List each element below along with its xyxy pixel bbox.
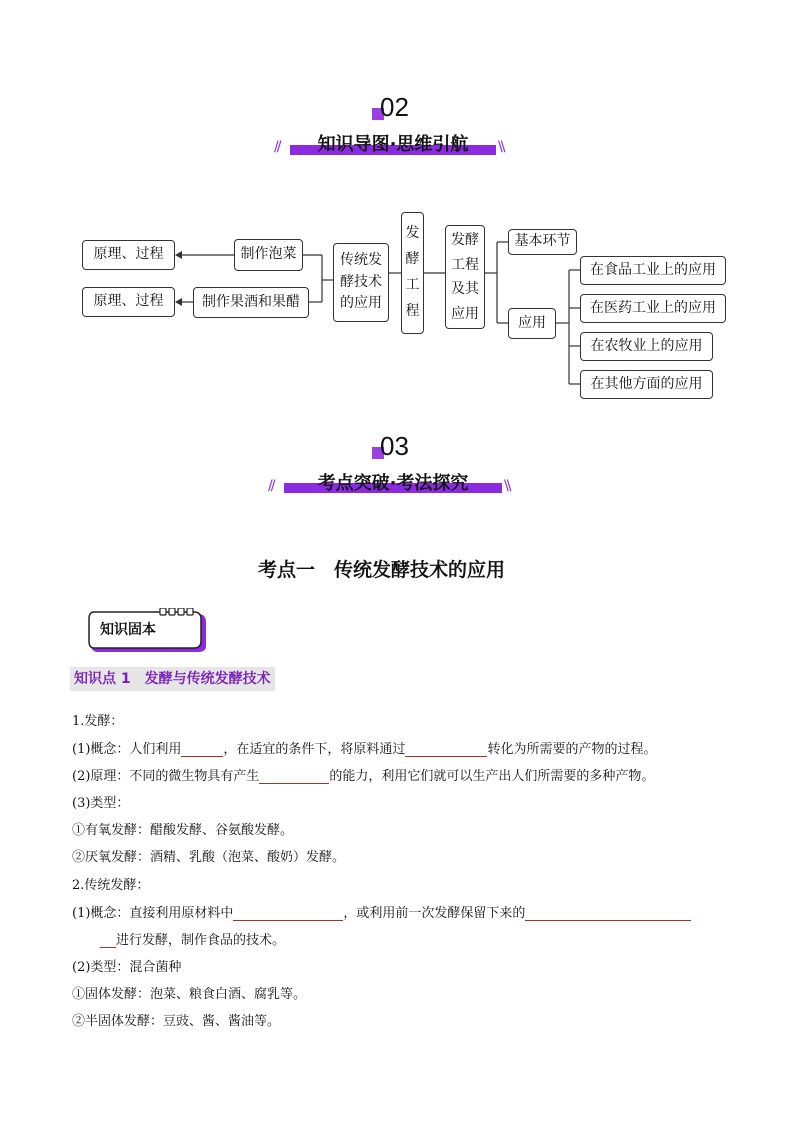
badge-label: 知识固本	[100, 622, 156, 638]
section-02-number: 02	[380, 92, 409, 122]
paocai-box: 制作泡菜	[234, 239, 303, 271]
content-line-8: (1)概念：直接利用原材料中 ，或利用前一次发酵保留下来的	[72, 902, 691, 921]
answer-blank[interactable]	[100, 933, 116, 948]
section-02-left-slash: //	[274, 139, 280, 155]
section-03-number: 03	[380, 431, 409, 461]
app-medicine-box: 在医药工业上的应用	[580, 294, 726, 323]
section-03-right-slash: \\	[504, 478, 510, 494]
content-line-12: ②半固体发酵：豆豉、酱、酱油等。	[72, 1014, 281, 1029]
content-line-10: (2)类型：混合菌种	[72, 960, 182, 975]
answer-blank[interactable]	[259, 769, 329, 784]
content-line-4: (3)类型：	[72, 796, 130, 811]
app-agriculture-box: 在农牧业上的应用	[580, 332, 713, 361]
section-02-title: 知识导图·思维引航	[317, 134, 469, 155]
application-box: 应用	[508, 308, 556, 339]
answer-blank[interactable]	[233, 906, 343, 921]
kaodian-title: 考点一 传统发酵技术的应用	[258, 559, 506, 581]
content-line-6: ②厌氧发酵：酒精、乳酸（泡菜、酸奶）发酵。	[72, 850, 346, 865]
engineering-box: 发酵工程	[401, 212, 424, 334]
content-line-5: ①有氧发酵：醋酸发酵、谷氨酸发酵。	[72, 823, 294, 838]
guojiu-box: 制作果酒和果醋	[193, 287, 309, 318]
engineering-app-box: 发酵工程及其应用	[445, 225, 485, 329]
section-03-title: 考点突破·考法探究	[317, 473, 469, 494]
content-line-1: 1.发酵：	[72, 714, 124, 729]
content-line-11: ①固体发酵：泡菜、粮食白酒、腐乳等。	[72, 987, 307, 1002]
app-other-box: 在其他方面的应用	[580, 370, 713, 399]
result-box-top: 原理、过程	[82, 240, 175, 270]
answer-blank[interactable]	[525, 906, 691, 921]
content-line-7: 2.传统发酵：	[72, 878, 150, 893]
content-line-9: 进行发酵，制作食品的技术。	[100, 929, 285, 948]
section-03-left-slash: //	[268, 478, 274, 494]
answer-blank[interactable]	[405, 742, 487, 757]
content-line-3: (2)原理：不同的微生物具有产生 的能力，利用它们就可以生产出人们所需要的多种产物。	[72, 769, 655, 784]
app-food-box: 在食品工业上的应用	[580, 256, 726, 285]
answer-blank[interactable]	[181, 742, 223, 757]
basic-box: 基本环节	[508, 229, 577, 255]
knowledge-point-label: 知识点 1 发酵与传统发酵技术	[70, 667, 275, 691]
traditional-box: 传统发酵技术的应用	[333, 243, 389, 322]
content-line-2: (1)概念：人们利用 ，在适宜的条件下，将原料通过 转化为所需要的产物的过程。	[72, 742, 657, 757]
section-02-right-slash: \\	[498, 139, 504, 155]
result-box-bottom: 原理、过程	[82, 287, 175, 317]
